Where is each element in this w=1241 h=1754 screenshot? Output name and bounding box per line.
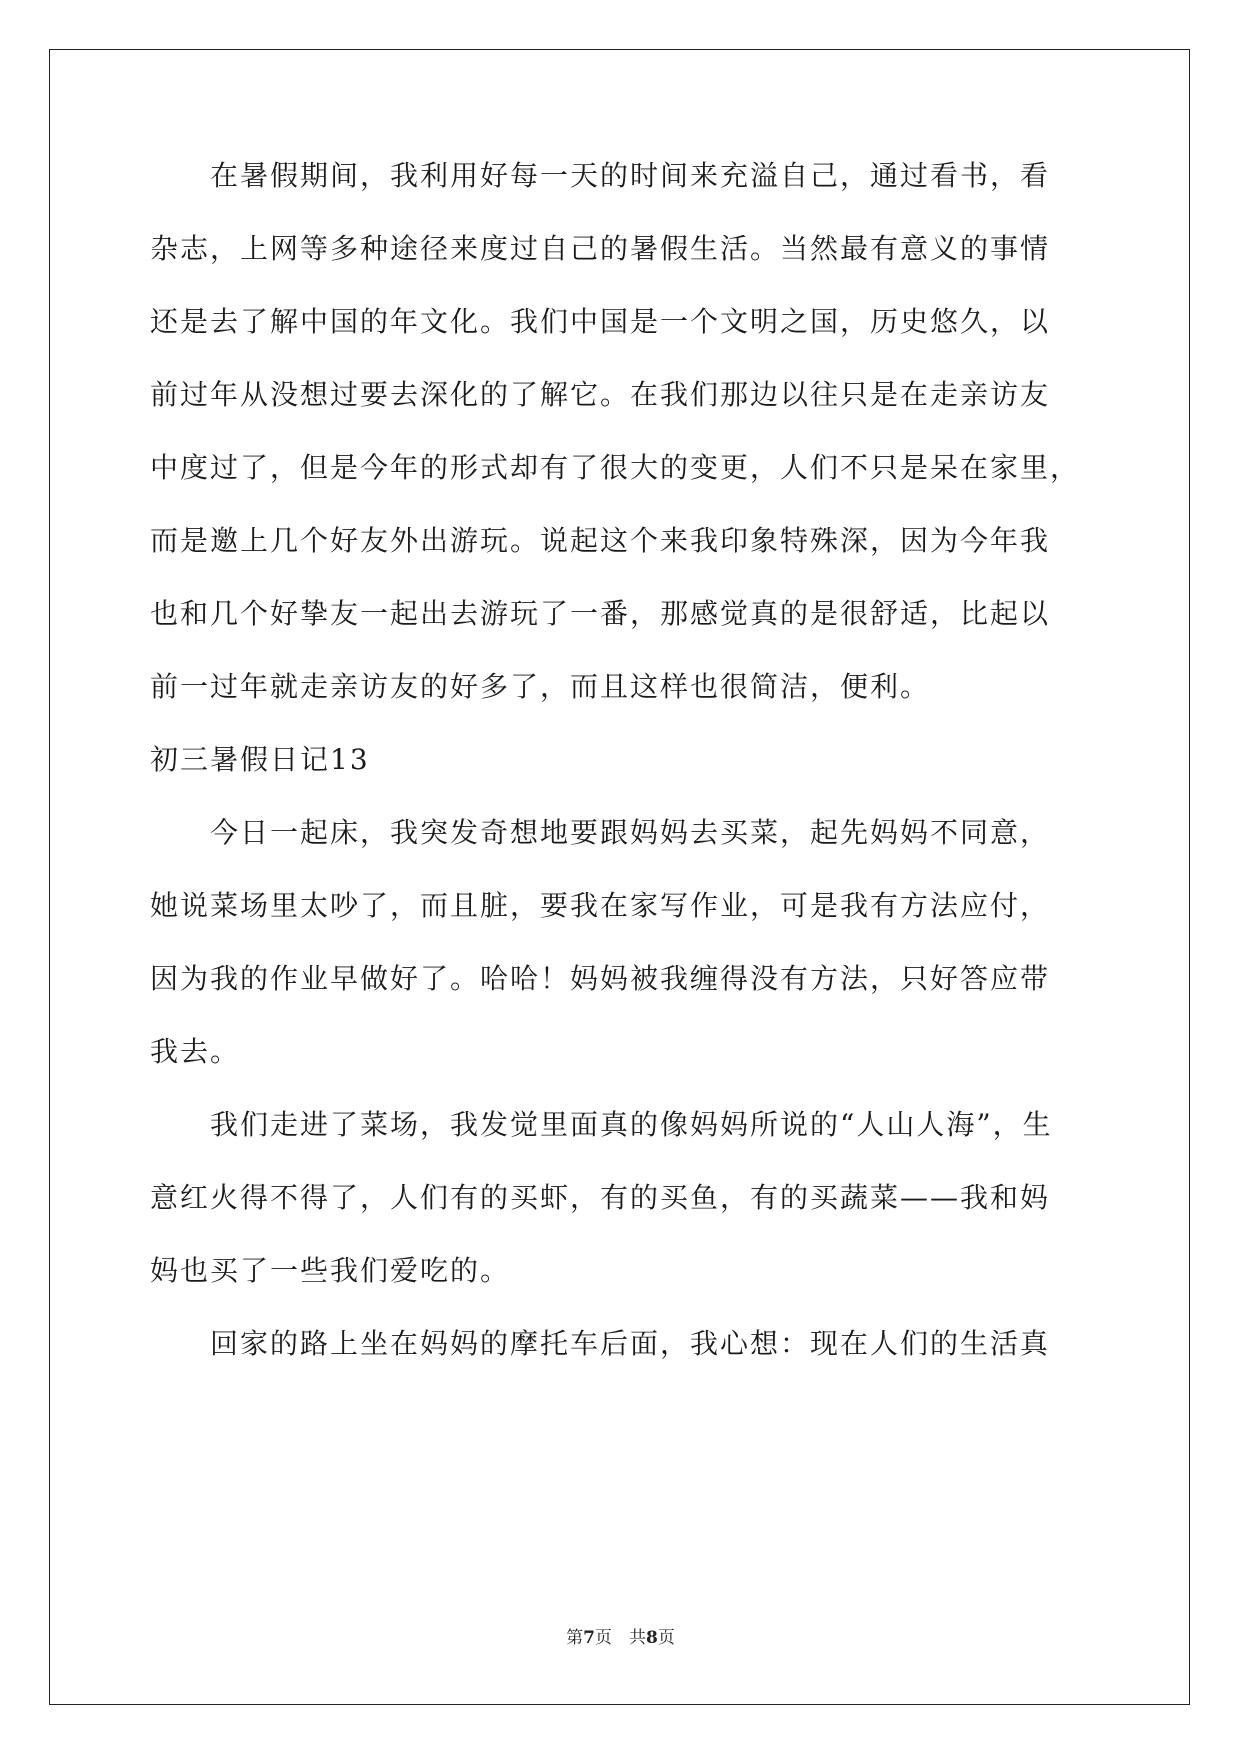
footer-prefix: 第 [566, 1628, 584, 1648]
text-line: 我们走进了菜场，我发觉里面真的像妈妈所说的“人山人海”，生 [150, 1108, 1053, 1141]
text-line: 中度过了，但是今年的形式却有了很大的变更，人们不只是呆在家里， [150, 451, 1081, 484]
text-line: 还是去了解中国的年文化。我们中国是一个文明之国，历史悠久，以 [150, 305, 1051, 338]
current-page-number: 7 [583, 1628, 595, 1648]
text-line: 在暑假期间，我利用好每一天的时间来充溢自己，通过看书，看 [150, 159, 1051, 192]
footer-suffix: 页 [657, 1628, 675, 1648]
total-page-number: 8 [646, 1628, 658, 1648]
text-line: 而是邀上几个好友外出游玩。说起这个来我印象特殊深，因为今年我 [150, 524, 1051, 557]
text-line: 意红火得不得了，人们有的买虾，有的买鱼，有的买蔬菜——我和妈 [150, 1181, 1051, 1214]
text-line: 因为我的作业早做好了。哈哈！妈妈被我缠得没有方法，只好答应带 [150, 962, 1051, 995]
text-line: 今日一起床，我突发奇想地要跟妈妈去买菜，起先妈妈不同意， [150, 816, 1051, 849]
footer-mid: 页 共 [595, 1628, 646, 1648]
text-line: 前一过年就走亲访友的好多了，而且这样也很简洁，便利。 [150, 670, 931, 703]
text-line: 杂志，上网等多种途径来度过自己的暑假生活。当然最有意义的事情 [150, 232, 1051, 265]
text-line: 也和几个好挚友一起出去游玩了一番，那感觉真的是很舒适，比起以 [150, 597, 1051, 630]
page-footer [0, 1623, 1241, 1648]
page-border [49, 49, 1190, 1705]
text-line: 前过年从没想过要去深化的了解它。在我们那边以往只是在走亲访友 [150, 378, 1051, 411]
section-heading: 初三暑假日记13 [150, 743, 370, 776]
text-line: 妈也买了一些我们爱吃的。 [150, 1254, 511, 1287]
text-line: 我去。 [150, 1035, 241, 1068]
text-line: 她说菜场里太吵了，而且脏，要我在家写作业，可是我有方法应付， [150, 889, 1051, 922]
text-line: 回家的路上坐在妈妈的摩托车后面，我心想：现在人们的生活真 [150, 1327, 1051, 1360]
